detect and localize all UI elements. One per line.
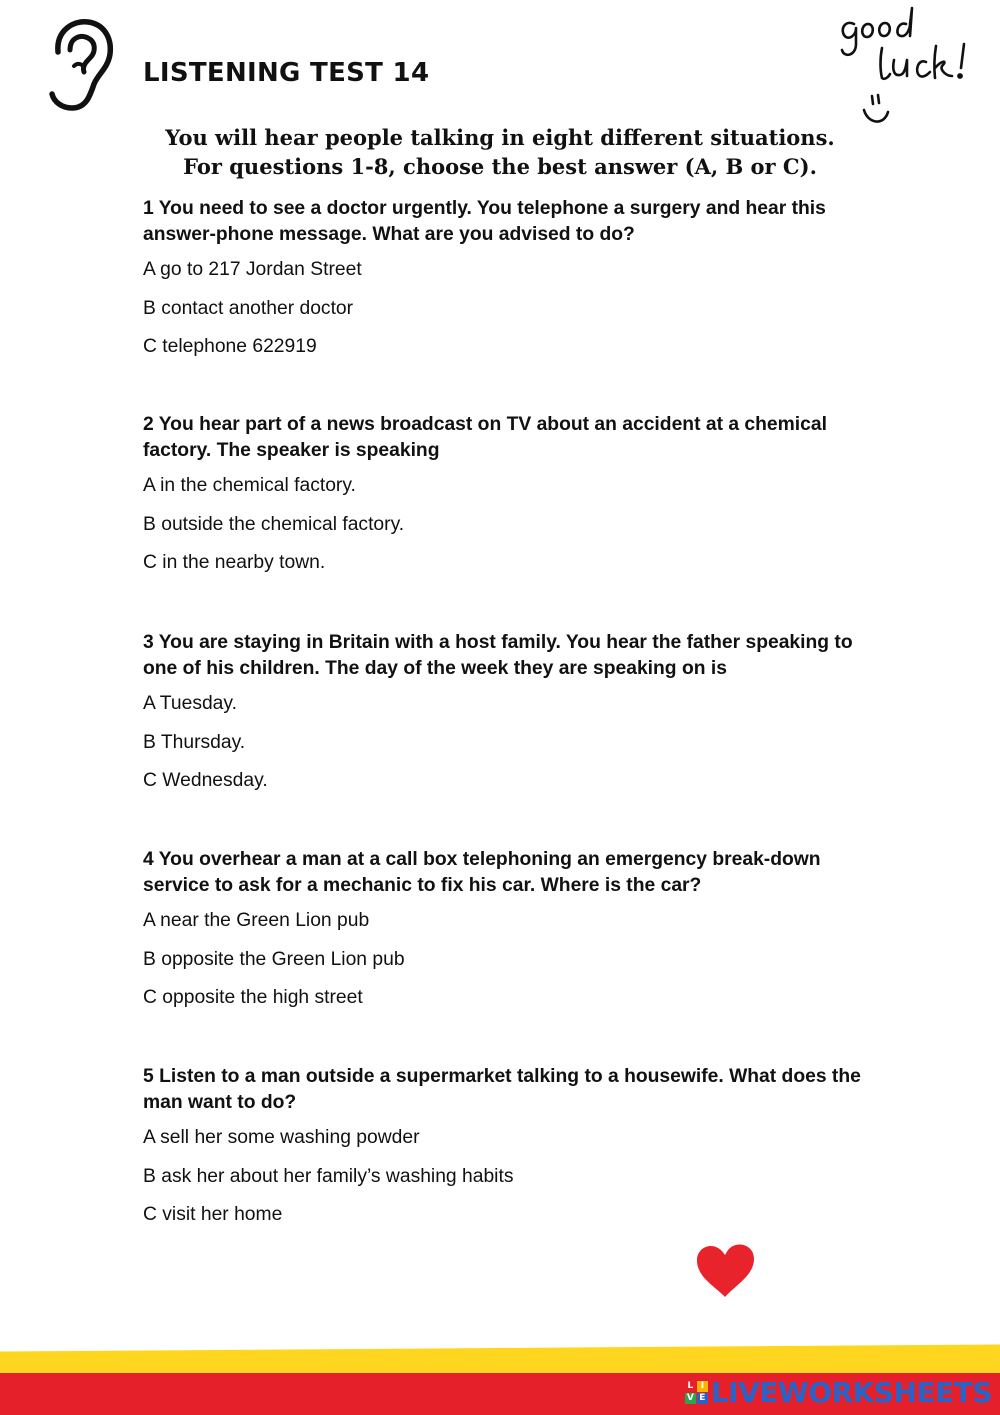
question-3: [143, 630, 873, 807]
option-c[interactable]: C telephone 622919: [143, 336, 317, 357]
option-b[interactable]: B Thursday.: [143, 731, 246, 753]
option-a[interactable]: A go to 217 Jordan Street: [143, 259, 362, 280]
question-stem: 1 You need to see a doctor urgently. You telephone a surgery and hear this answer-phone message. What are you advised to do?: [143, 198, 826, 245]
question-1: [143, 196, 873, 373]
option-b[interactable]: B contact another doctor: [143, 297, 354, 319]
footer-banner: [0, 1340, 1000, 1413]
option-a[interactable]: A sell her some washing powder: [143, 1127, 420, 1148]
question-stem: 4 You overhear a man at a call box telephoning an emergency break-down service to ask for a mechanic to fix his car. Where is the car?: [143, 849, 821, 896]
liveworksheets-logo[interactable]: [685, 1374, 992, 1410]
question-2: [143, 412, 873, 589]
instructions-line-2: For questions 1-8, choose the best answer (A, B or C).: [183, 154, 817, 179]
question-stem: 2 You hear part of a news broadcast on TV about an accident at a chemical factory. The speaker is speaking: [143, 414, 827, 461]
instructions-line-1: You will hear people talking in eight different situations.: [165, 125, 835, 150]
option-a[interactable]: A Tuesday.: [143, 693, 237, 714]
good-luck-handwriting: [830, 4, 980, 132]
option-b[interactable]: B outside the chemical factory.: [143, 513, 405, 535]
option-c[interactable]: C opposite the high street: [143, 987, 363, 1008]
option-a[interactable]: A in the chemical factory.: [143, 475, 356, 496]
option-b[interactable]: B ask her about her family’s washing habits: [143, 1165, 514, 1187]
ear-icon: [44, 16, 116, 114]
badge-letter: V: [685, 1393, 696, 1404]
badge-letter: L: [685, 1381, 696, 1392]
badge-letter: I: [697, 1381, 708, 1392]
option-c[interactable]: C Wednesday.: [143, 770, 268, 791]
instructions: [80, 123, 920, 181]
option-c[interactable]: C visit her home: [143, 1204, 283, 1225]
heart-icon: [694, 1241, 756, 1299]
brand-name: LIVEWORKSHEETS: [710, 1375, 992, 1409]
live-badge-icon: [685, 1381, 708, 1404]
question-5: [143, 1064, 873, 1241]
question-stem: 5 Listen to a man outside a supermarket talking to a housewife. What does the man want to do?: [143, 1066, 861, 1113]
question-4: [143, 847, 873, 1024]
page-title: LISTENING TEST 14: [143, 58, 430, 88]
option-b[interactable]: B opposite the Green Lion pub: [143, 948, 405, 970]
option-a[interactable]: A near the Green Lion pub: [143, 910, 370, 931]
badge-letter: E: [697, 1393, 708, 1404]
option-c[interactable]: C in the nearby town.: [143, 552, 326, 573]
question-stem: 3 You are staying in Britain with a host family. You hear the father speaking to one of his children. The day of the week they are speaking on is: [143, 632, 853, 679]
